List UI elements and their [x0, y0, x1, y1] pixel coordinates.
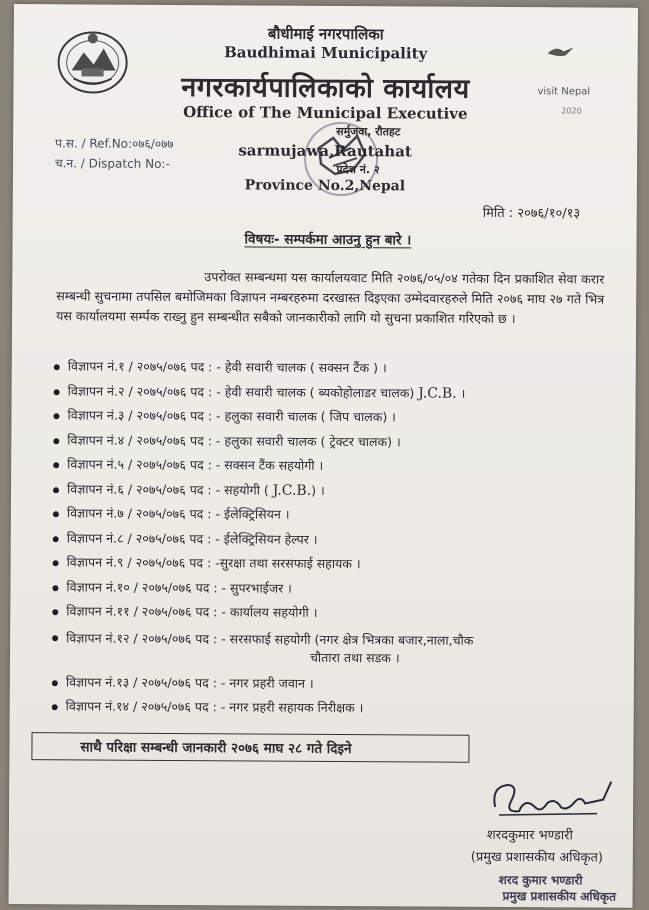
office-title-en: Office of The Municipal Executive: [183, 103, 468, 123]
signatory-name: शरदकुमार भण्डारी: [486, 827, 573, 844]
list-item: विज्ञापन नं.१ / २०७५/०७६ पद : - हेवी सवारी चालक ( सक्सन टैंक ) ।: [52, 354, 622, 382]
stamp-title: प्रमुख प्रशासकीय अधिकृत: [502, 889, 616, 904]
reference-number: प.स. / Ref.No:०७६/०७७: [55, 136, 174, 151]
list-item: विज्ञापन नं.२ / २०७५/०७६ पद : - हेवी सवारी चालक ( ब्यकोहोलाडर चालक) J.C.B. ।: [52, 379, 622, 407]
notice-body: उपरोक्त सम्बन्धमा यस कार्यालयवाट मिति २०७६/०५/०४ गतेका दिन प्रकाशित सेवा करार सम्बन्धी सुचनामा तपसिल बमोजिमका विज्ञापन नम्बरहरुमा दरखास्त दिइएका उम्मेदवारहरुले मिति २०७६ माघ २७ गते भित्र यस कार्यालयमा सर्म्पक राख्नु हुन सम्बन्धीत सबैको जानकारीको लागि यो सुचना प्रकाशित गरिएको छ ।: [56, 269, 605, 327]
list-item: विज्ञापन नं.६ / २०७५/०७६ पद : - सहयोगी ( J.C.B.) ।: [51, 477, 621, 505]
list-item: विज्ञापन नं.१० / २०७५/०७६ पद : - सुपरभाईजर ।: [50, 575, 620, 603]
handwritten-signature: [485, 767, 617, 826]
province-en: Province No.2,Nepal: [244, 177, 406, 195]
visit-nepal-text: visit Nepal: [537, 86, 591, 98]
dispatch-number: च.न. / Dispatch No:-: [54, 156, 170, 171]
notice-subject: विषयः- सम्पर्कमा आउनु हुन बारे ।: [244, 231, 412, 249]
place-np: सर्मुजवा, रौतहट: [336, 124, 401, 139]
list-item: विज्ञापन नं.५ / २०७५/०७६ पद : - सक्सन टैंक सहयोगी ।: [51, 452, 621, 480]
municipality-name-np: बौधीमाई नगरपालिका: [267, 24, 384, 44]
stamp-name: शरद कुमार भण्डारी: [498, 872, 583, 888]
municipality-name-en: Baudhimai Municipality: [224, 43, 428, 63]
visit-nepal-year: 2020: [561, 106, 582, 116]
list-item: विज्ञापन नं.९ / २०७५/०७६ पद : -सुरक्षा तथा सरसफाई सहायक ।: [51, 550, 621, 578]
list-item: विज्ञापन नं.११ / २०७५/०७६ पद : - कार्यालय सहयोगी ।: [50, 599, 620, 627]
place-en: sarmujawa,Rautahat: [238, 141, 412, 161]
signatory-title: (प्रमुख प्रशासकीय अधिकृत): [470, 849, 604, 866]
office-title-np: नगरकार्यपालिकाको कार्यालय: [181, 72, 470, 105]
list-item: विज्ञापन नं.४ / २०७५/०७६ पद : - हलुका सवारी चालक ( ट्रेक्टर चालक) ।: [51, 428, 621, 456]
exam-info-box: साथै परिक्षा सम्बन्धी जानकारी २०७६ माघ २८ गते दिइने: [31, 732, 469, 763]
list-item: विज्ञापन नं.३ / २०७५/०७६ पद : - हलुका सवारी चालक ( जिप चालक) ।: [51, 403, 621, 431]
list-item: विज्ञापन नं.१२ / २०७५/०७६ पद : - सरसफाई सहयोगी (नगर क्षेत्र भित्रका बजार,नाला,चौक चौतारा तथा सडक ।: [50, 624, 620, 673]
list-item: विज्ञापन नं.७ / २०७५/०७६ पद : - ईलेक्ट्रिसियन ।: [51, 501, 621, 529]
province-np: प्रदेश नं. २: [336, 162, 380, 177]
notice-document: [9, 4, 638, 908]
list-item: विज्ञापन नं.१३ / २०७५/०७६ पद : - नगर प्रहरी जवान ।: [50, 670, 620, 698]
list-item: विज्ञापन नं.८ / २०७५/०७६ पद : - ईलेक्ट्रिसियन हेल्पर ।: [51, 526, 621, 554]
vacancy-list: [50, 354, 622, 722]
list-item: विज्ञापन नं.१४ / २०७५/०७६ पद : - नगर प्रहरी सहायक निरीक्षक ।: [50, 694, 620, 722]
notice-date: मिति : २०७६/१०/१३: [482, 205, 581, 222]
